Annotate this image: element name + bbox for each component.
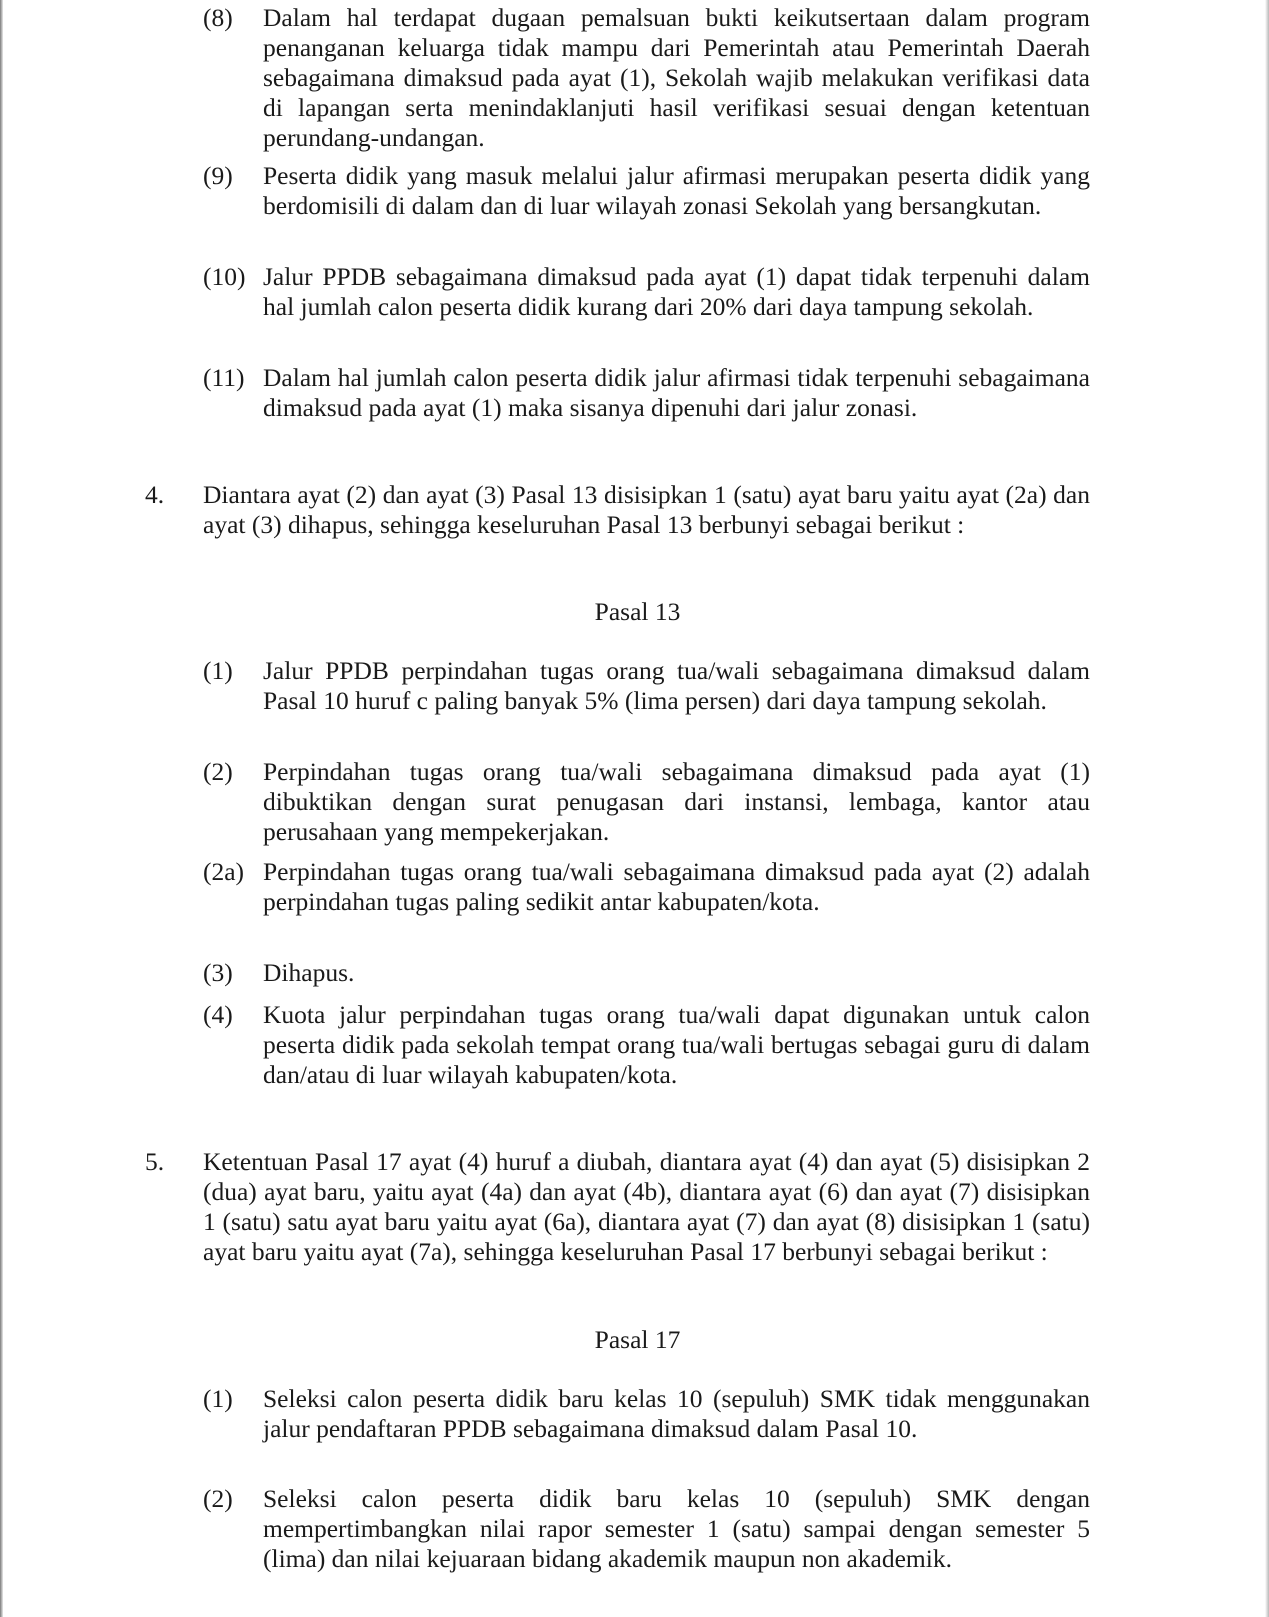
ayat-number: (1) <box>203 656 233 685</box>
ayat-text: Dalam hal jumlah calon peserta didik jalur afirmasi tidak terpenuhi sebagaimana dimaksud pada ayat (1) maka sisanya dipenuhi dari jalur zonasi. <box>263 363 1090 422</box>
ayat-text: Kuota jalur perpindahan tugas orang tua/wali dapat digunakan untuk calon peserta didik pada sekolah tempat orang tua/wali bertugas sebagai guru di dalam dan/atau di luar wilayah kabupaten/kota. <box>263 1000 1090 1089</box>
ayat-text: Peserta didik yang masuk melalui jalur afirmasi merupakan peserta didik yang berdomisili di dalam dan di luar wilayah zonasi Sekolah yang bersangkutan. <box>263 161 1090 220</box>
ayat-number: (8) <box>203 3 233 32</box>
scan-edge-left <box>0 0 3 1617</box>
ayat-number: (9) <box>203 161 233 190</box>
point-number: 4. <box>145 480 165 509</box>
ayat-text: Jalur PPDB perpindahan tugas orang tua/wali sebagaimana dimaksud dalam Pasal 10 huruf c paling banyak 5% (lima persen) dari daya tampung sekolah. <box>263 656 1090 715</box>
ayat-item <box>203 1000 1090 1090</box>
pasal-17-heading: Pasal 17 <box>594 1325 681 1354</box>
ayat-item <box>203 757 1090 847</box>
ayat-item <box>203 363 1090 423</box>
scan-edge-right <box>1265 0 1269 1617</box>
ayat-text: Seleksi calon peserta didik baru kelas 10 (sepuluh) SMK dengan mempertimbangkan nilai rapor semester 1 (satu) sampai dengan semester 5 (lima) dan nilai kejuaraan bidang akademik maupun non akademik. <box>263 1484 1090 1573</box>
ayat-number: (2) <box>203 757 233 786</box>
ayat-text: Seleksi calon peserta didik baru kelas 10 (sepuluh) SMK tidak menggunakan jalur pendaftaran PPDB sebagaimana dimaksud dalam Pasal 10. <box>263 1384 1090 1443</box>
ayat-text: Jalur PPDB sebagaimana dimaksud pada ayat (1) dapat tidak terpenuhi dalam hal jumlah calon peserta didik kurang dari 20% dari daya tampung sekolah. <box>263 262 1090 321</box>
pasal-13-heading: Pasal 13 <box>594 597 681 626</box>
ayat-text: Dalam hal terdapat dugaan pemalsuan bukti keikutsertaan dalam program penanganan keluarga tidak mampu dari Pemerintah atau Pemerintah Daerah sebagaimana dimaksud pada ayat (1), Sekolah wajib melakukan verifikasi data di lapangan serta menindaklanjuti hasil verifikasi sesuai dengan ketentuan perundang-undangan. <box>263 3 1090 152</box>
ayat-number: (10) <box>203 262 246 291</box>
ayat-number: (2a) <box>203 857 245 886</box>
ayat-text: Perpindahan tugas orang tua/wali sebagaimana dimaksud pada ayat (1) dibuktikan dengan surat penugasan dari instansi, lembaga, kantor atau perusahaan yang mempekerjakan. <box>263 757 1090 846</box>
ayat-number: (11) <box>203 363 245 392</box>
amendment-point-5 <box>145 1147 1090 1267</box>
ayat-number: (3) <box>203 958 233 987</box>
ayat-item <box>203 262 1090 322</box>
ayat-item <box>203 857 1090 917</box>
ayat-item <box>203 1384 1090 1444</box>
ayat-number: (4) <box>203 1000 233 1029</box>
ayat-item <box>203 3 1090 153</box>
point-number: 5. <box>145 1147 165 1176</box>
ayat-text: Perpindahan tugas orang tua/wali sebagaimana dimaksud pada ayat (2) adalah perpindahan tugas paling sedikit antar kabupaten/kota. <box>263 857 1090 916</box>
amendment-point-4 <box>145 480 1090 540</box>
ayat-item <box>203 958 1090 988</box>
point-text: Ketentuan Pasal 17 ayat (4) huruf a diubah, diantara ayat (4) dan ayat (5) disisipkan 2 (dua) ayat baru, yaitu ayat (4a) dan ayat (4b), diantara ayat (6) dan ayat (7) disisipkan 1 (satu) satu ayat baru yaitu ayat (6a), diantara ayat (7) dan ayat (8) disisipkan 1 (satu) ayat baru yaitu ayat (7a), sehingga keseluruhan Pasal 17 berbunyi sebagai berikut : <box>203 1147 1090 1266</box>
ayat-item <box>203 161 1090 221</box>
ayat-item <box>203 656 1090 716</box>
ayat-number: (2) <box>203 1484 233 1513</box>
point-text: Diantara ayat (2) dan ayat (3) Pasal 13 disisipkan 1 (satu) ayat baru yaitu ayat (2a) dan ayat (3) dihapus, sehingga keseluruhan Pasal 13 berbunyi sebagai berikut : <box>203 480 1090 539</box>
ayat-item <box>203 1484 1090 1574</box>
ayat-text: Dihapus. <box>263 958 355 987</box>
ayat-number: (1) <box>203 1384 233 1413</box>
